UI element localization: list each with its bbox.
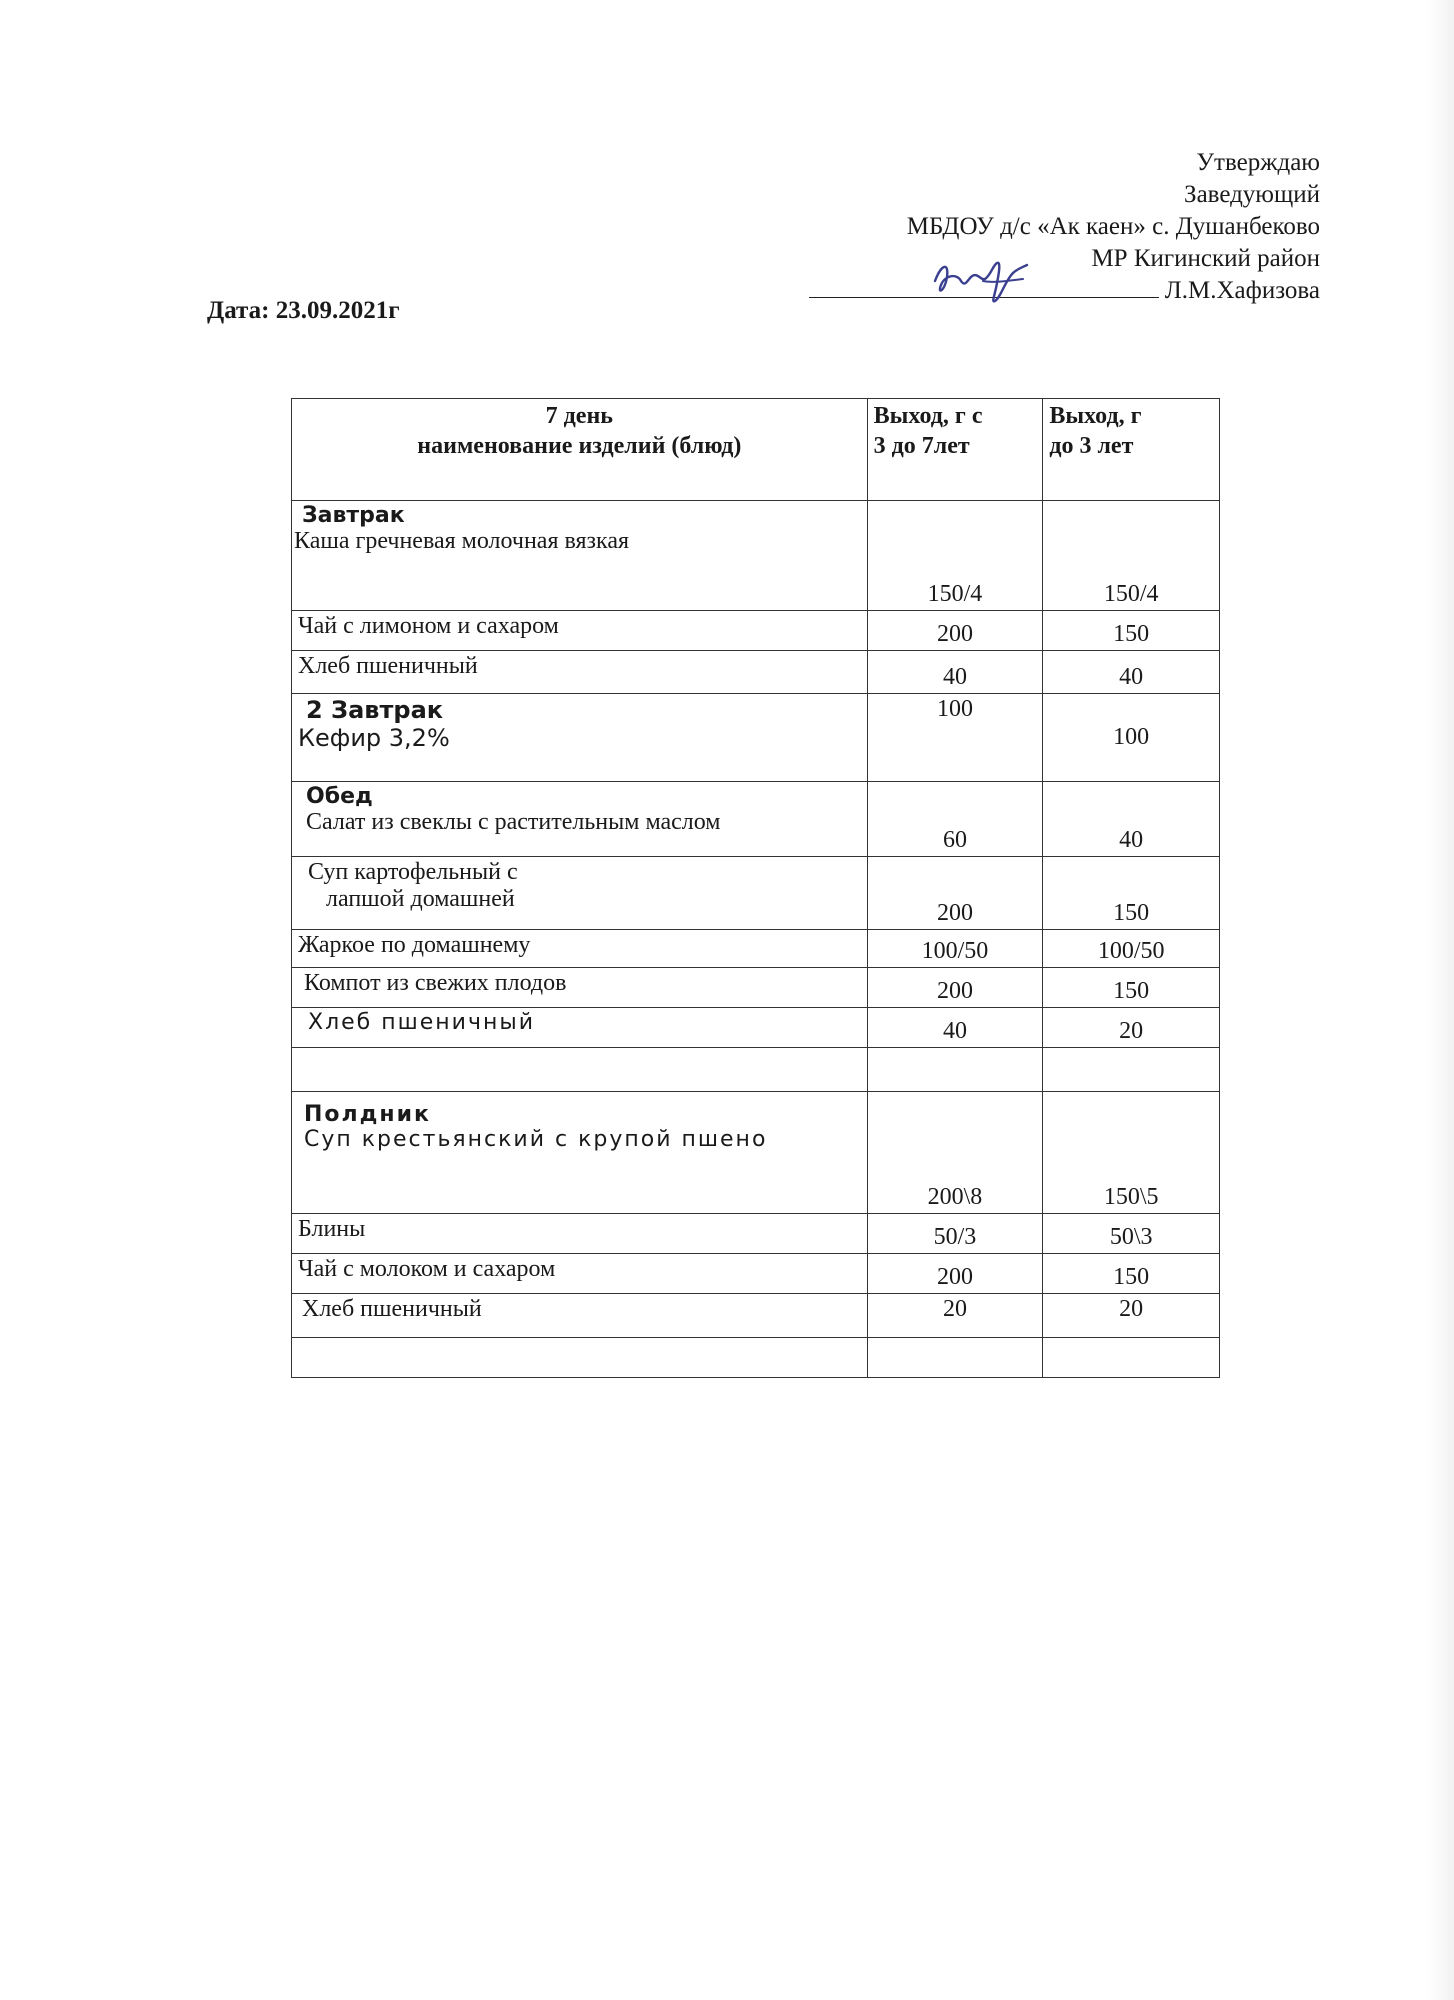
row-name-cell	[292, 1092, 868, 1214]
table-empty-row	[292, 1338, 1220, 1378]
row-name-cell	[292, 1008, 868, 1048]
table-row	[292, 1214, 1220, 1254]
table-row	[292, 651, 1220, 694]
row-name-cell	[292, 1294, 868, 1338]
yield-under-3: 50\3	[1043, 1214, 1220, 1254]
empty-cell	[867, 1048, 1043, 1092]
yield-under-3: 150/4	[1043, 501, 1220, 611]
dish-name: Чай с лимоном и сахаром	[298, 613, 559, 639]
dish-name: Салат из свеклы с растительным маслом	[306, 809, 721, 835]
dish-name-line2: лапшой домашней	[326, 886, 515, 912]
yield-3-7: 200	[867, 968, 1043, 1008]
table-row	[292, 1092, 1220, 1214]
row-name-cell	[292, 611, 868, 651]
dish-name: Блины	[298, 1216, 366, 1242]
empty-cell	[292, 1338, 868, 1378]
yield-under-3: 40	[1043, 782, 1220, 857]
empty-cell	[1043, 1048, 1220, 1092]
yield-under-3: 40	[1043, 651, 1220, 694]
menu-table	[291, 398, 1220, 1378]
signature-line	[809, 277, 1159, 298]
yield-under-3: 150	[1043, 857, 1220, 930]
dish-name: Хлеб пшеничный	[308, 1010, 536, 1035]
dish-name: Хлеб пшеничный	[302, 1296, 482, 1322]
table-row	[292, 930, 1220, 968]
section-afternoon-snack: Полдник	[304, 1102, 431, 1127]
yield-3-7: 200\8	[867, 1092, 1043, 1214]
header-col-b	[1043, 399, 1220, 501]
table-empty-row	[292, 1048, 1220, 1092]
handwritten-signature	[927, 251, 1037, 307]
yield-under-3: 20	[1043, 1008, 1220, 1048]
row-name-cell	[292, 1214, 868, 1254]
row-name-cell	[292, 694, 868, 782]
row-name-cell	[292, 930, 868, 968]
table-row	[292, 782, 1220, 857]
dish-name: Каша гречневая молочная вязкая	[294, 528, 630, 554]
approval-block	[809, 147, 1320, 307]
table-row	[292, 694, 1220, 782]
section-lunch: Обед	[306, 784, 373, 809]
yield-3-7: 100/50	[867, 930, 1043, 968]
row-name-cell	[292, 501, 868, 611]
scan-edge-shadow	[1426, 0, 1454, 2000]
yield-under-3: 100/50	[1043, 930, 1220, 968]
signer-name: Л.М.Хафизова	[1164, 277, 1320, 304]
header-name: наименование изделий (блюд)	[417, 433, 742, 459]
signature-row	[809, 275, 1320, 307]
yield-3-7: 150/4	[867, 501, 1043, 611]
header-col-a-line2: 3 до 7лет	[873, 433, 970, 459]
table-header-row	[292, 399, 1220, 501]
dish-name-line1: Суп картофельный с	[308, 859, 518, 885]
table-row	[292, 611, 1220, 651]
dish-name: Кефир 3,2%	[298, 724, 450, 752]
yield-3-7: 40	[867, 651, 1043, 694]
yield-under-3: 150\5	[1043, 1092, 1220, 1214]
header-name-cell	[292, 399, 868, 501]
yield-3-7: 200	[867, 1254, 1043, 1294]
yield-3-7: 200	[867, 857, 1043, 930]
yield-under-3: 150	[1043, 968, 1220, 1008]
dish-name: Жаркое по домашнему	[298, 932, 531, 958]
empty-cell	[867, 1338, 1043, 1378]
table-row	[292, 968, 1220, 1008]
yield-3-7: 60	[867, 782, 1043, 857]
section-breakfast: Завтрак	[302, 503, 405, 528]
menu-date: Дата: 23.09.2021г	[207, 297, 400, 324]
yield-under-3: 20	[1043, 1294, 1220, 1338]
yield-under-3: 100	[1043, 694, 1220, 782]
yield-3-7: 50/3	[867, 1214, 1043, 1254]
header-col-b-line2: до 3 лет	[1049, 433, 1134, 459]
yield-3-7: 200	[867, 611, 1043, 651]
row-name-cell	[292, 1254, 868, 1294]
header-col-b-line1: Выход, г	[1049, 403, 1142, 429]
dish-name: Хлеб пшеничный	[298, 653, 478, 679]
row-name-cell	[292, 968, 868, 1008]
approval-organization: МБДОУ д/с «Ак каен» с. Душанбеково	[906, 213, 1320, 240]
header-col-a-line1: Выход, г с	[873, 403, 983, 429]
approval-position: Заведующий	[1184, 181, 1320, 208]
empty-cell	[1043, 1338, 1220, 1378]
row-name-cell	[292, 651, 868, 694]
dish-name: Суп крестьянский с крупой пшено	[304, 1127, 768, 1152]
table-row	[292, 857, 1220, 930]
yield-3-7: 20	[867, 1294, 1043, 1338]
yield-under-3: 150	[1043, 611, 1220, 651]
section-second-breakfast: 2 Завтрак	[306, 696, 444, 724]
approval-title: Утверждаю	[1196, 149, 1320, 176]
row-name-cell	[292, 857, 868, 930]
table-row	[292, 1294, 1220, 1338]
header-day: 7 день	[545, 403, 613, 429]
table-row	[292, 1254, 1220, 1294]
header-col-a	[867, 399, 1043, 501]
table-row	[292, 1008, 1220, 1048]
table-row	[292, 501, 1220, 611]
yield-3-7: 40	[867, 1008, 1043, 1048]
yield-under-3: 150	[1043, 1254, 1220, 1294]
yield-3-7: 100	[867, 694, 1043, 782]
row-name-cell	[292, 782, 868, 857]
empty-cell	[292, 1048, 868, 1092]
dish-name: Компот из свежих плодов	[304, 970, 567, 996]
approval-district: МР Кигинский район	[1091, 245, 1320, 272]
dish-name: Чай с молоком и сахаром	[298, 1256, 556, 1282]
